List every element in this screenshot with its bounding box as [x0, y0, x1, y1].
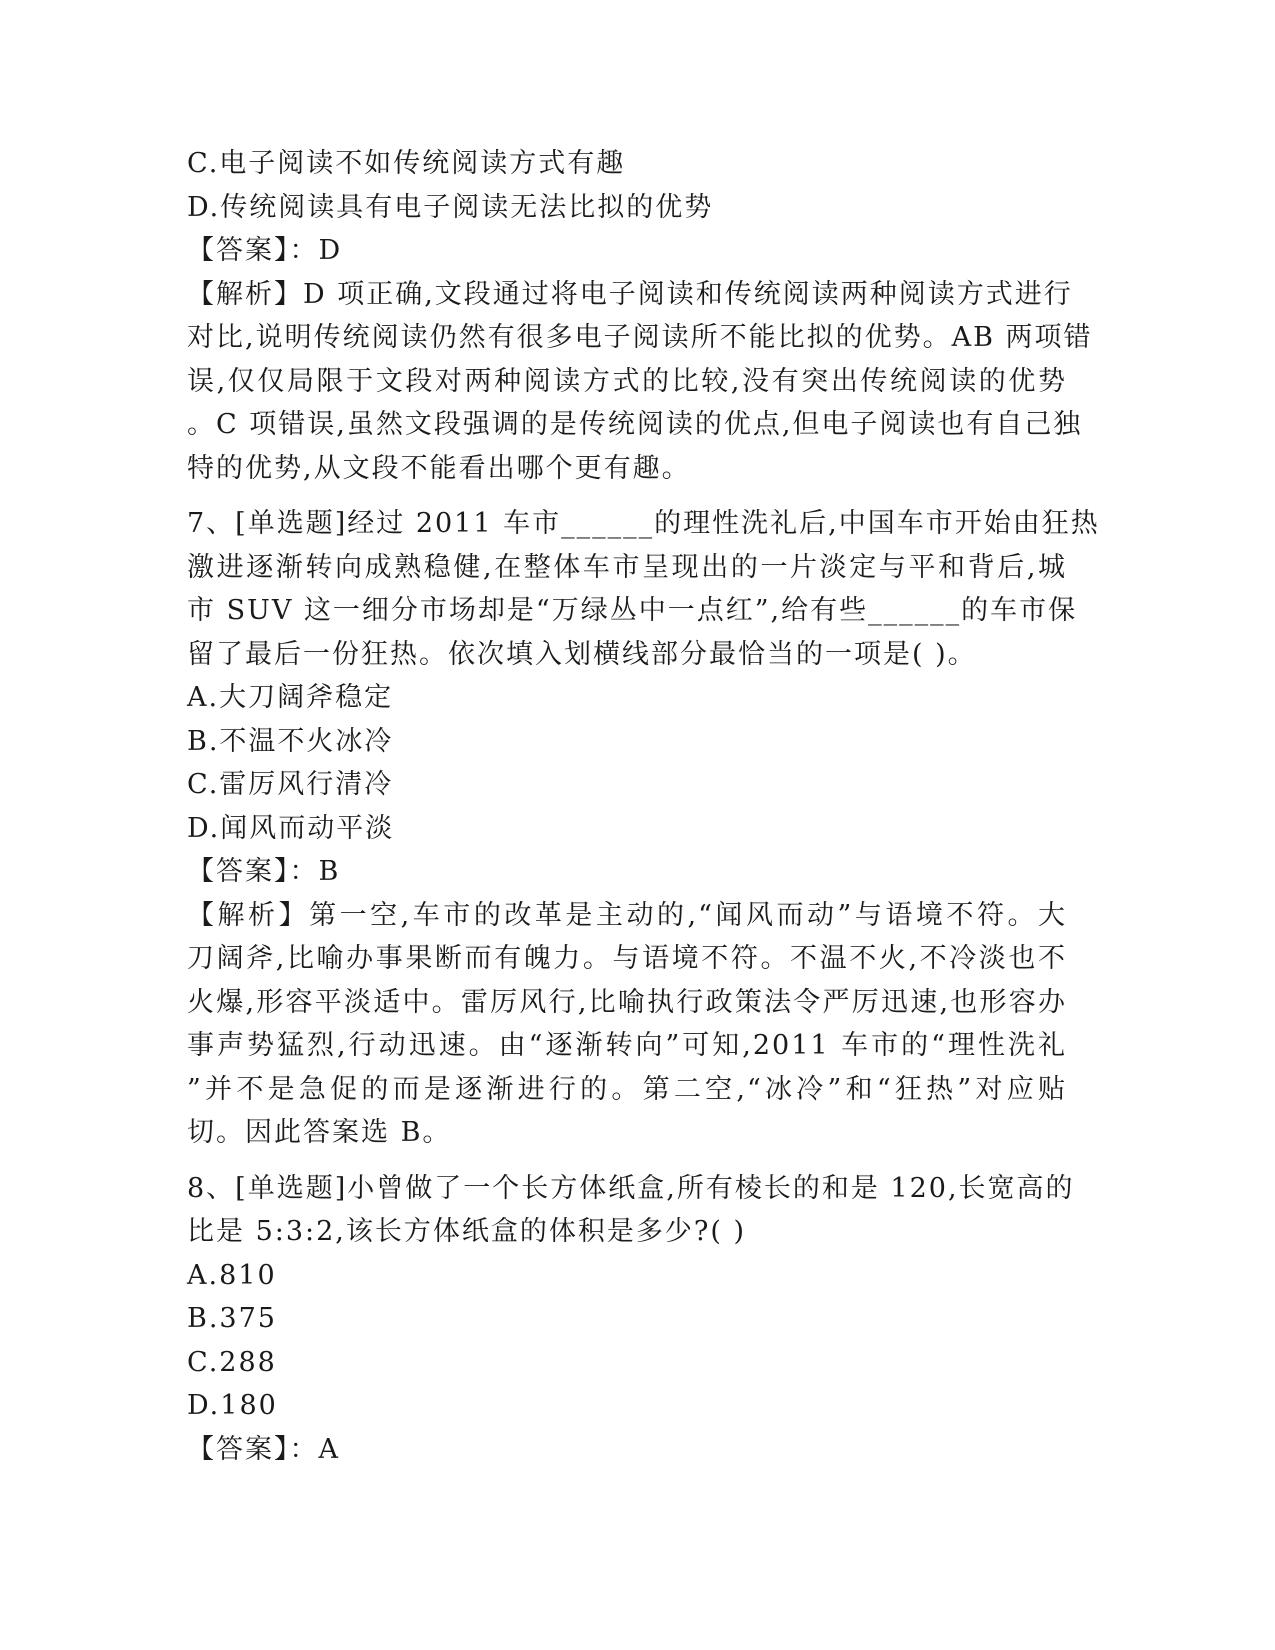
q8-option-b: B.375: [187, 1303, 277, 1334]
q6-analysis-line: 特的优势,从文段不能看出哪个更有趣。: [187, 452, 691, 484]
q6-analysis-line: 【解析】D 项正确,文段通过将电子阅读和传统阅读两种阅读方式进行: [187, 278, 1073, 310]
question-gap: [187, 1155, 1067, 1167]
q7-stem-line: 留了最后一份狂热。依次填入划横线部分最恰当的一项是( )。: [187, 638, 977, 670]
q7-answer: 【答案】：B: [187, 856, 341, 887]
q7-option-d: D.闻风而动平淡: [187, 812, 395, 844]
q8-stem-line: 8、[单选题]小曾做了一个长方体纸盒,所有棱长的和是 120,长宽高的: [187, 1172, 1075, 1204]
question-gap: [187, 490, 1067, 502]
document-page: [187, 142, 1100, 1471]
q6-answer: 【答案】：D: [187, 235, 343, 266]
q7-stem-line: 7、[单选题]经过 2011 车市______的理性洗礼后,中国车市开始由狂热: [187, 508, 1100, 539]
q7-analysis-line: ”并不是急促的而是逐渐进行的。第二空,“冰冷”和“狂热”对应贴: [187, 1073, 1067, 1105]
q6-analysis-line: 误,仅仅局限于文段对两种阅读方式的比较,没有突出传统阅读的优势: [187, 365, 1067, 397]
q8-option-d: D.180: [187, 1390, 278, 1421]
q7-analysis-line: 刀阔斧,比喻办事果断而有魄力。与语境不符。不温不火,不冷淡也不: [187, 943, 1067, 974]
q8-answer: 【答案】：A: [187, 1433, 340, 1465]
q7-option-a: A.大刀阔斧稳定: [187, 682, 394, 713]
q8-option-c: C.288: [187, 1346, 277, 1378]
q8-stem-line: 比是 5:3:2,该长方体纸盒的体积是多少?( ): [187, 1216, 747, 1247]
q8-option-a: A.810: [187, 1259, 277, 1291]
q7-stem-line: 激进逐渐转向成熟稳健,在整体车市呈现出的一片淡定与平和背后,城: [187, 551, 1067, 583]
q7-stem-line: 市 SUV 这一细分市场却是“万绿丛中一点红”,给有些______的车市保: [187, 595, 1078, 626]
q7-analysis-line: 事声势猛烈,行动迅速。由“逐渐转向”可知,2011 车市的“理性洗礼: [187, 1030, 1067, 1061]
q7-option-b: B.不温不火冰冷: [187, 725, 394, 757]
q6-analysis-line: 。C 项错误,虽然文段强调的是传统阅读的优点,但电子阅读也有自己独: [187, 409, 1083, 440]
q6-analysis-line: 对比,说明传统阅读仍然有很多电子阅读所不能比拟的优势。AB 两项错: [187, 322, 1093, 353]
q7-option-c: C.雷厉风行清冷: [187, 769, 394, 800]
q7-analysis-line: 【解析】第一空,车市的改革是主动的,“闻风而动”与语境不符。大: [187, 899, 1067, 931]
q6-option-d: D.传统阅读具有电子阅读无法比拟的优势: [187, 191, 714, 223]
q7-analysis-line: 火爆,形容平淡适中。雷厉风行,比喻执行政策法令严厉迅速,也形容办: [187, 986, 1067, 1018]
q6-option-c: C.电子阅读不如传统阅读方式有趣: [187, 148, 626, 179]
q7-analysis-line: 切。因此答案选 B。: [187, 1117, 452, 1148]
